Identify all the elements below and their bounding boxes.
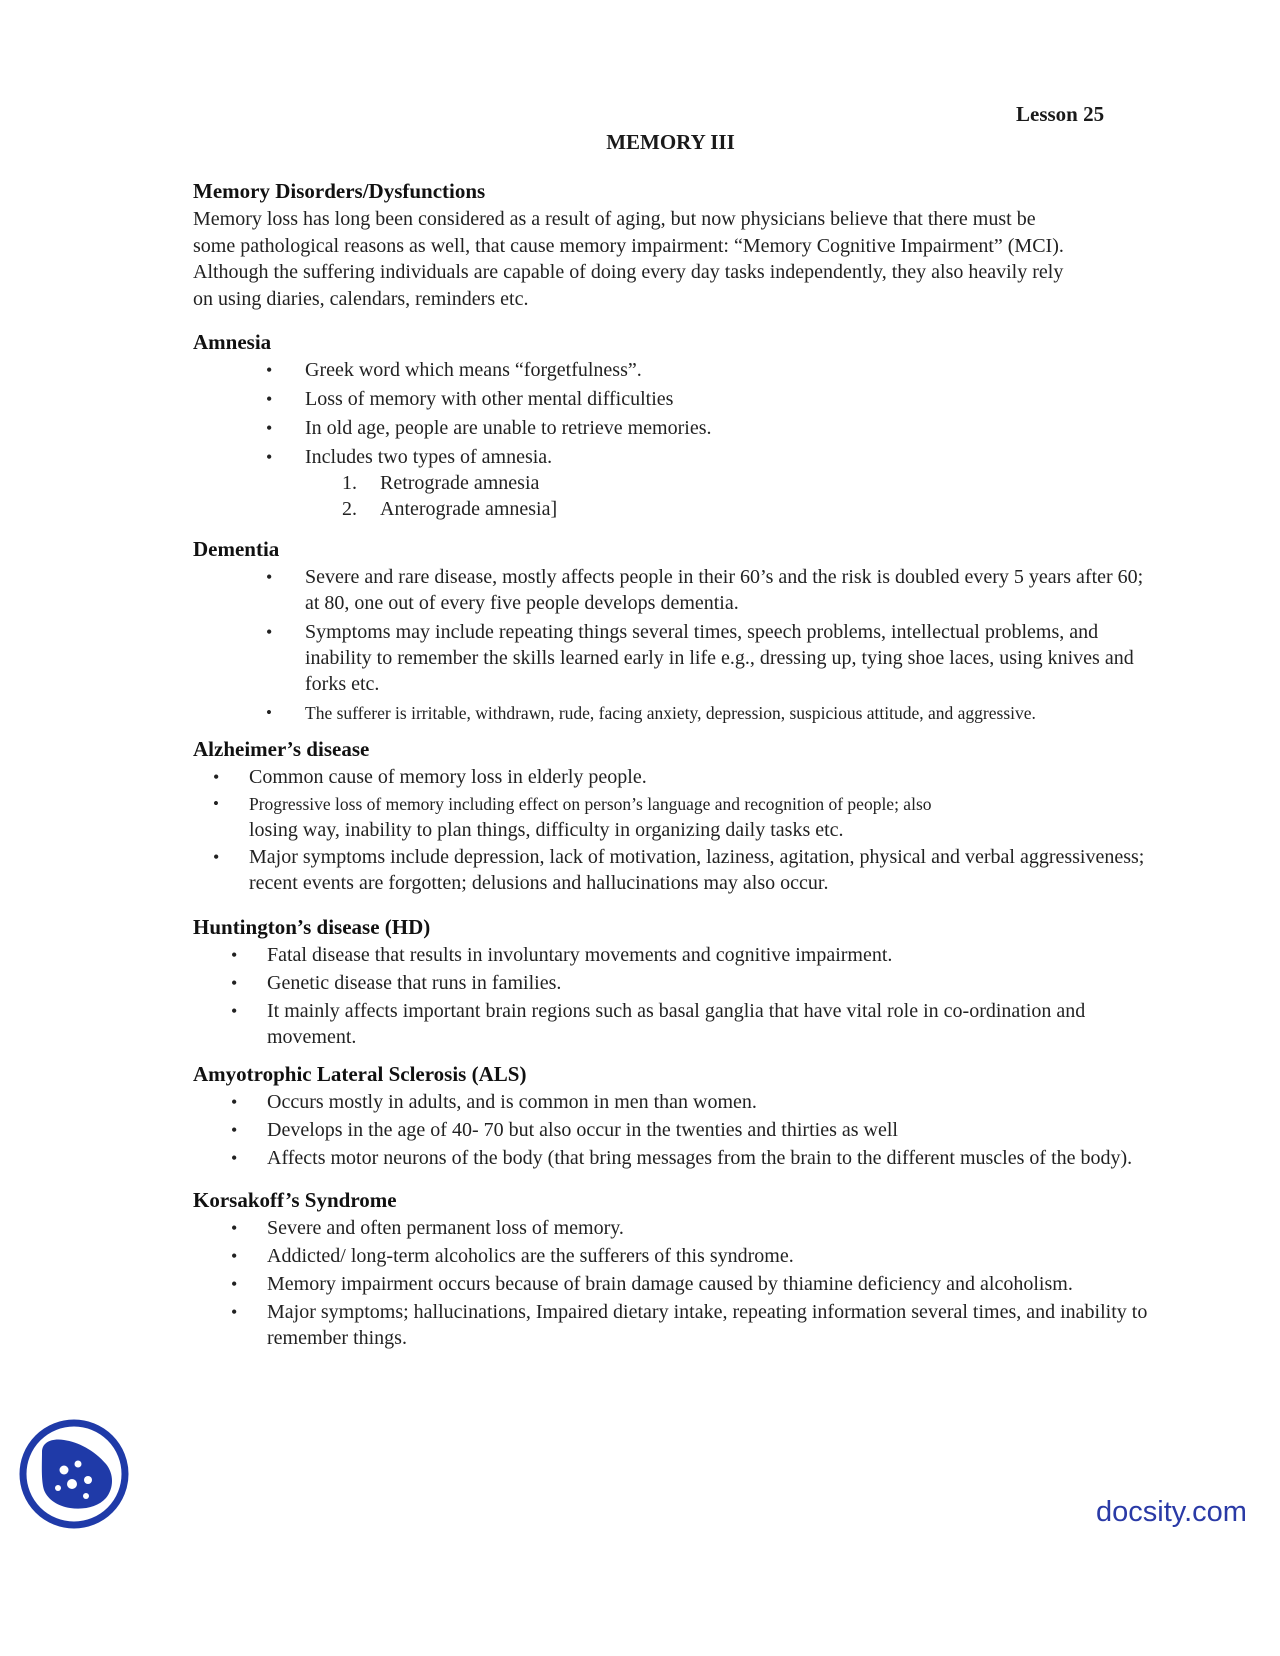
list-item: • Occurs mostly in adults, and is common in men than women.: [231, 1091, 757, 1113]
list-item: • Affects motor neurons of the body (that bring messages from the brain to the different muscles of the body).: [231, 1147, 1133, 1169]
list-item: • Symptoms may include repeating things several times, speech problems, intellectual problems, and inability to remember the skills learned early in life e.g., dressing up, tying shoe laces, using knives and forks etc.: [266, 621, 1134, 695]
bullet-icon: •: [266, 389, 273, 409]
section-heading: Memory Disorders/Dysfunctions: [193, 179, 486, 203]
list-item: • It mainly affects important brain regions such as basal ganglia that have vital role in co-ordination and movement.: [231, 1000, 1086, 1048]
section-heading: Korsakoff’s Syndrome: [193, 1188, 397, 1212]
bullet-list: [193, 564, 1153, 726]
list-item-continuation: losing way, inability to plan things, difficulty in organizing daily tasks etc.: [249, 819, 844, 841]
page-title: MEMORY III: [606, 130, 735, 154]
bullet-icon: •: [231, 1246, 238, 1266]
intro-line: Although the suffering individuals are capable of doing every day tasks independently, they also heavily rely: [193, 261, 1064, 283]
list-item: • Greek word which means “forgetfulness”.: [266, 359, 642, 381]
intro-line: some pathological reasons as well, that cause memory impairment: “Memory Cognitive Impairment” (MCI).: [193, 234, 1064, 257]
section-huntingtons: [193, 914, 1153, 1050]
docsity-brand-link[interactable]: docsity.com: [1096, 1496, 1247, 1528]
list-item: 1. Retrograde amnesia: [342, 472, 540, 494]
list-item: • Addicted/ long-term alcoholics are the sufferers of this syndrome.: [231, 1245, 794, 1267]
bullet-icon: •: [231, 1001, 238, 1021]
list-item: • Loss of memory with other mental difficulties: [266, 388, 674, 410]
bullet-icon: •: [266, 622, 273, 642]
bullet-icon: •: [231, 973, 238, 993]
list-item: • Major symptoms; hallucinations, Impaired dietary intake, repeating information several times, and inability to remember things.: [231, 1301, 1148, 1349]
section-heading: Amyotrophic Lateral Sclerosis (ALS): [193, 1062, 527, 1086]
intro-paragraph: [193, 206, 1153, 312]
document-body: [193, 178, 1153, 1353]
bullet-icon: •: [266, 447, 273, 467]
docsity-logo-icon[interactable]: [18, 1418, 130, 1530]
bullet-icon: •: [231, 945, 238, 965]
section-alzheimers: [193, 736, 1153, 896]
list-item: • Includes two types of amnesia.: [266, 446, 553, 468]
bullet-icon: •: [231, 1274, 238, 1294]
bullet-icon: •: [266, 567, 273, 587]
list-item: • Genetic disease that runs in families.: [231, 972, 562, 994]
bullet-icon: •: [231, 1218, 238, 1238]
list-item: • In old age, people are unable to retrieve memories.: [266, 417, 712, 439]
bullet-icon: •: [266, 703, 272, 722]
list-item: • Fatal disease that results in involuntary movements and cognitive impairment.: [231, 944, 893, 966]
bullet-icon: •: [231, 1302, 238, 1322]
list-item: • Severe and rare disease, mostly affects people in their 60’s and the risk is doubled every 5 years after 60; at 80, one out of every five people develops dementia.: [266, 566, 1144, 614]
lesson-number: Lesson 25: [1016, 102, 1105, 126]
list-item: • Progressive loss of memory including effect on person’s language and recognition of people; also: [193, 791, 1153, 817]
bullet-icon: •: [231, 1120, 238, 1140]
section-amnesia: [193, 329, 1153, 522]
section-heading: Dementia: [193, 537, 280, 561]
bullet-list: [193, 1215, 1153, 1351]
numbered-list: [193, 470, 1153, 522]
bullet-icon: •: [266, 418, 273, 438]
bullet-icon: •: [213, 794, 219, 813]
section-heading: Amnesia: [193, 330, 272, 354]
bullet-icon: •: [231, 1148, 238, 1168]
bullet-icon: •: [266, 360, 273, 380]
list-item: • Develops in the age of 40- 70 but also occur in the twenties and thirties as well: [231, 1119, 898, 1141]
list-item: • Common cause of memory loss in elderly people.: [213, 766, 647, 788]
list-item: • Severe and often permanent loss of memory.: [231, 1217, 624, 1239]
section-als: [193, 1061, 1153, 1171]
intro-line: on using diaries, calendars, reminders etc.: [193, 287, 529, 310]
list-item: • Memory impairment occurs because of brain damage caused by thiamine deficiency and alcoholism.: [231, 1273, 1073, 1295]
bullet-list: [193, 357, 1153, 470]
bullet-icon: •: [213, 767, 220, 787]
list-item: • Major symptoms include depression, lack of motivation, laziness, agitation, physical and verbal aggressiveness; recent events are forgotten; delusions and hallucinations may also occur.: [213, 846, 1145, 894]
section-memory-disorders: [193, 178, 1153, 312]
section-korsakoff: [193, 1187, 1153, 1351]
section-heading: Alzheimer’s disease: [193, 737, 370, 761]
intro-line: Memory loss has long been considered as a result of aging, but now physicians believe that there must be: [193, 208, 1036, 230]
bullet-icon: •: [231, 1092, 238, 1112]
bullet-list: [193, 1089, 1153, 1171]
bullet-list: [193, 764, 1153, 896]
bullet-icon: •: [213, 847, 220, 867]
section-heading: Huntington’s disease (HD): [193, 915, 431, 939]
list-item: • The sufferer is irritable, withdrawn, rude, facing anxiety, depression, suspicious attitude, and aggressive.: [193, 700, 1153, 726]
section-dementia: [193, 536, 1153, 726]
list-item: 2. Anterograde amnesia]: [342, 498, 558, 520]
bullet-list: [193, 942, 1153, 1050]
